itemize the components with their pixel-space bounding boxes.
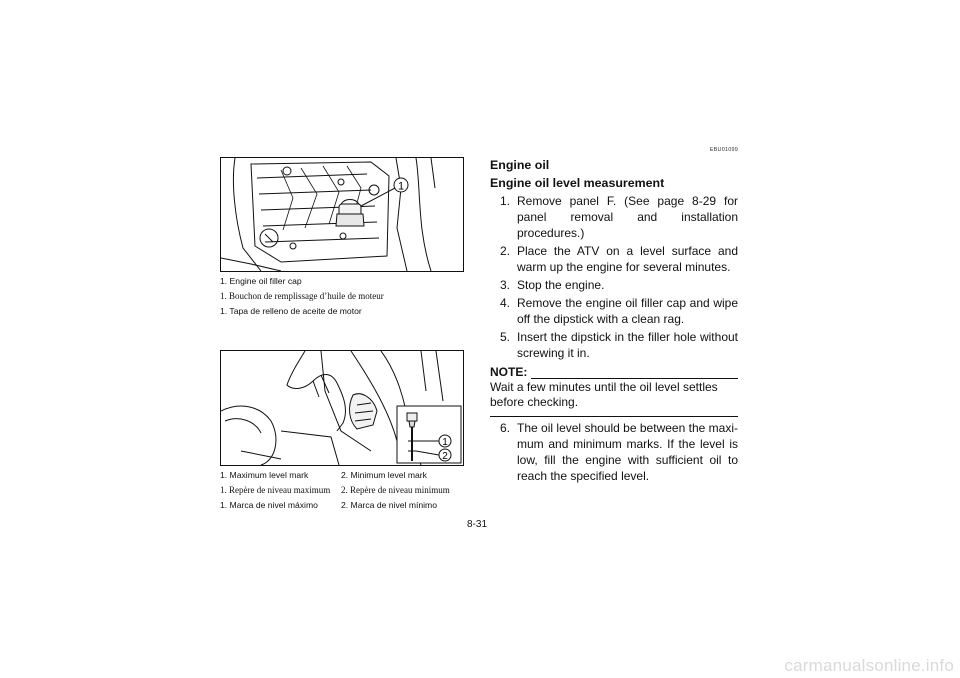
section-title: Engine oil [490, 158, 550, 172]
steps-list [490, 193, 738, 361]
note-end-rule [490, 412, 738, 417]
note-text: Wait a few minutes until the oil level settles before checking. [490, 380, 718, 409]
section-subtitle: Engine oil level measurement [490, 176, 665, 190]
caption-french: 1. Bouchon de remplissage d’huile de moteur [220, 291, 384, 301]
section-code: EBU01099 [709, 147, 738, 153]
step-item: 5. Insert the dipstick in the filler hole without screwing it in. [500, 330, 738, 360]
caption-min-spanish: 2. Marca de nivel mínimo [341, 500, 437, 510]
caption-min-french: 2. Repère de niveau minimum [341, 485, 450, 495]
caption-spanish: 1. Tapa de relleno de aceite de motor [220, 306, 362, 316]
callout-1: 1 [442, 437, 448, 448]
illustration-dipstick-removal [221, 351, 463, 465]
steps-list-continued [490, 420, 738, 484]
caption-min-english: 2. Minimum level mark [341, 470, 427, 480]
callout-1: 1 [397, 180, 405, 193]
caption-english: 1. Engine oil filler cap [220, 276, 302, 286]
step-item: 1. Remove panel F. (See page 8-29 for panel removal and installation procedures.) [500, 194, 738, 240]
step-item: 6. The oil level should be between the maxi-mum and minimum marks. If the level is low, fill the engine with sufficient oil to reach the specified level. [500, 421, 738, 483]
page-number: 8-31 [467, 519, 488, 530]
figure-dipstick-level-marks [220, 350, 464, 466]
caption-max-french: 1. Repère de niveau maximum [220, 485, 331, 495]
instructions-column [490, 147, 738, 484]
step-item: 4. Remove the engine oil filler cap and wipe off the dipstick with a clean rag. [500, 296, 738, 326]
step-item: 2. Place the ATV on a level surface and warm up the engine for several minutes. [500, 244, 738, 274]
note-rule [531, 370, 738, 379]
illustration-engine-cylinder [221, 158, 463, 271]
watermark: carmanualsonline.info [784, 656, 954, 675]
note-label: NOTE: [490, 365, 528, 379]
figure-engine-oil-filler-cap [220, 157, 464, 272]
caption-max-spanish: 1. Marca de nivel máximo [220, 500, 318, 510]
caption-max-english: 1. Maximum level mark [220, 470, 309, 480]
callout-2: 2 [442, 451, 448, 462]
note-header [490, 365, 738, 379]
step-item: 3. Stop the engine. [500, 278, 605, 292]
